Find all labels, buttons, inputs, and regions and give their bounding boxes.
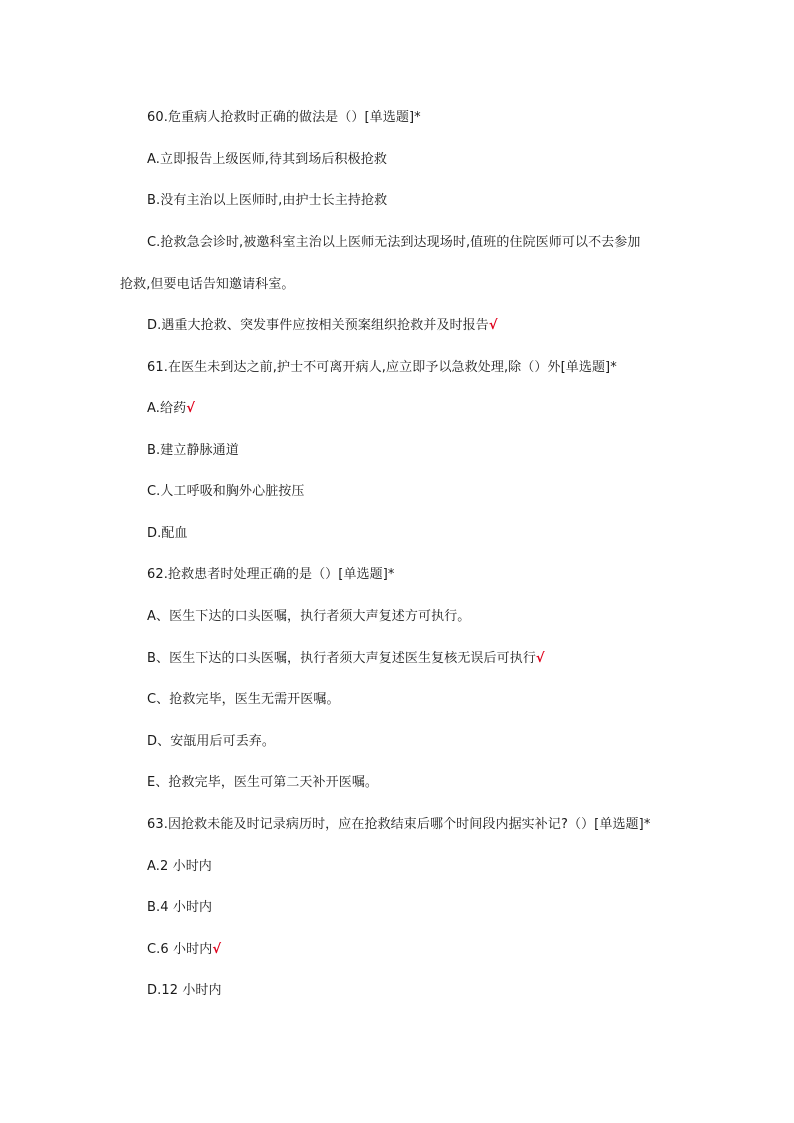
q62-option-c: C、抢救完毕，医生无需开医嘱。 — [147, 692, 340, 707]
q60-option-c: C.抢救急会诊时,被邀科室主治以上医师无法到达现场时,值班的住院医师可以不去参加 — [147, 235, 641, 250]
correct-check-icon: √ — [186, 401, 195, 416]
q63-option-a: A.2 小时内 — [147, 859, 212, 874]
q63-option-c — [147, 941, 221, 959]
q61-option-c: C.人工呼吸和胸外心脏按压 — [147, 484, 305, 499]
q60-option-d — [147, 317, 498, 335]
q63-option-c-text: C.6 小时内 — [147, 942, 213, 957]
q62-option-e: E、抢救完毕，医生可第二天补开医嘱。 — [147, 775, 379, 790]
q62-option-b — [147, 650, 545, 668]
q62-option-d: D、安瓿用后可丢弃。 — [147, 734, 276, 749]
q60-option-a: A.立即报告上级医师,待其到场后积极抢救 — [147, 152, 387, 167]
q61-option-a-text: A.给药 — [147, 401, 187, 416]
q61-option-d: D.配血 — [147, 526, 188, 541]
correct-check-icon: √ — [535, 651, 545, 666]
q61-option-a — [147, 400, 195, 418]
q60-option-b: B.没有主治以上医师时,由护士长主持抢救 — [147, 193, 388, 208]
question-61: 61.在医生未到达之前,护士不可离开病人,应立即予以急救处理,除（）外[单选题]* — [147, 360, 617, 375]
q60-option-c-continued: 抢救,但要电话告知邀请科室。 — [120, 277, 295, 292]
q62-option-b-text: B、医生下达的口头医嘱，执行者须大声复述医生复核无误后可执行 — [147, 651, 536, 666]
correct-check-icon: √ — [488, 318, 498, 333]
q63-option-b: B.4 小时内 — [147, 900, 213, 915]
question-63: 63.因抢救未能及时记录病历时，应在抢救结束后哪个时间段内据实补记?（）[单选题]* — [147, 817, 651, 832]
q60-option-d-text: D.遇重大抢救、突发事件应按相关预案组织抢救并及时报告 — [147, 318, 489, 333]
correct-check-icon: √ — [212, 942, 222, 957]
q62-option-a: A、医生下达的口头医嘱，执行者须大声复述方可执行。 — [147, 609, 471, 624]
q61-option-b: B.建立静脉通道 — [147, 443, 239, 458]
q63-option-d: D.12 小时内 — [147, 983, 222, 998]
question-60: 60.危重病人抢救时正确的做法是（）[单选题]* — [147, 110, 421, 125]
question-62: 62.抢救患者时处理正确的是（）[单选题]* — [147, 567, 395, 582]
